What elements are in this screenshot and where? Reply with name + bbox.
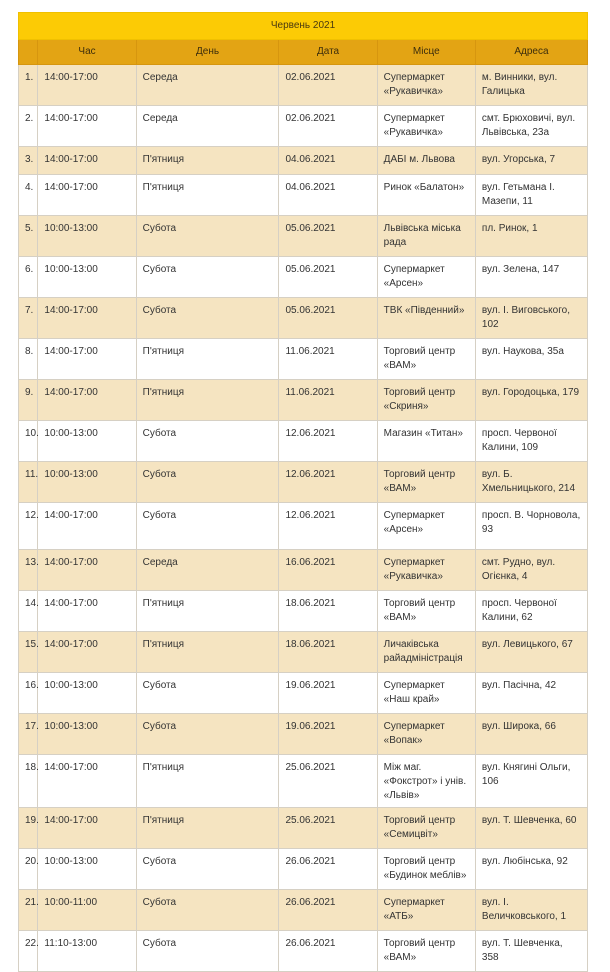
cell-time: 10:00-13:00 xyxy=(38,216,136,257)
cell-number: 9. xyxy=(19,380,38,421)
table-header-row xyxy=(19,40,588,65)
cell-place: Між маг. «Фокстрот» і унів. «Львів» xyxy=(377,755,475,808)
cell-day: Субота xyxy=(136,298,279,339)
cell-number: 22. xyxy=(19,931,38,972)
cell-date: 04.06.2021 xyxy=(279,147,377,175)
table-row xyxy=(19,714,588,755)
cell-place: Торговий центр «Скриня» xyxy=(377,380,475,421)
cell-time: 10:00-13:00 xyxy=(38,673,136,714)
table-row xyxy=(19,257,588,298)
header-time: Час xyxy=(38,40,136,65)
cell-place: Супермаркет «Наш край» xyxy=(377,673,475,714)
cell-date: 19.06.2021 xyxy=(279,714,377,755)
cell-number: 1. xyxy=(19,65,38,106)
table-row xyxy=(19,106,588,147)
cell-day: Субота xyxy=(136,673,279,714)
cell-number: 8. xyxy=(19,339,38,380)
table-row xyxy=(19,931,588,972)
cell-date: 11.06.2021 xyxy=(279,380,377,421)
table-title-row xyxy=(19,13,588,40)
cell-address: смт. Рудно, вул. Огієнка, 4 xyxy=(475,550,587,591)
cell-date: 25.06.2021 xyxy=(279,808,377,849)
cell-place: Личаківська райадміністрація xyxy=(377,632,475,673)
cell-address: просп. В. Чорновола, 93 xyxy=(475,503,587,550)
cell-number: 16. xyxy=(19,673,38,714)
cell-address: вул. Пасічна, 42 xyxy=(475,673,587,714)
table-row xyxy=(19,503,588,550)
cell-address: вул. Угорська, 7 xyxy=(475,147,587,175)
cell-date: 11.06.2021 xyxy=(279,339,377,380)
cell-day: Субота xyxy=(136,849,279,890)
cell-place: Торговий центр «ВАМ» xyxy=(377,462,475,503)
cell-time: 10:00-13:00 xyxy=(38,849,136,890)
table-row xyxy=(19,380,588,421)
cell-date: 16.06.2021 xyxy=(279,550,377,591)
cell-day: П'ятниця xyxy=(136,380,279,421)
cell-date: 19.06.2021 xyxy=(279,673,377,714)
cell-day: П'ятниця xyxy=(136,755,279,808)
cell-date: 04.06.2021 xyxy=(279,175,377,216)
cell-place: ДАБІ м. Львова xyxy=(377,147,475,175)
table-row xyxy=(19,849,588,890)
cell-time: 14:00-17:00 xyxy=(38,503,136,550)
table-row xyxy=(19,550,588,591)
cell-address: вул. Левицького, 67 xyxy=(475,632,587,673)
cell-address: вул. Зелена, 147 xyxy=(475,257,587,298)
header-place: Місце xyxy=(377,40,475,65)
cell-day: Субота xyxy=(136,421,279,462)
cell-address: вул. Т. Шевченка, 60 xyxy=(475,808,587,849)
cell-place: Магазин «Титан» xyxy=(377,421,475,462)
cell-day: П'ятниця xyxy=(136,175,279,216)
cell-number: 10. xyxy=(19,421,38,462)
cell-number: 14. xyxy=(19,591,38,632)
table-row xyxy=(19,673,588,714)
cell-date: 18.06.2021 xyxy=(279,632,377,673)
cell-time: 14:00-17:00 xyxy=(38,591,136,632)
cell-day: П'ятниця xyxy=(136,632,279,673)
cell-place: Супермаркет «Вопак» xyxy=(377,714,475,755)
cell-address: пл. Ринок, 1 xyxy=(475,216,587,257)
cell-date: 12.06.2021 xyxy=(279,421,377,462)
cell-place: Супермаркет «Рукавичка» xyxy=(377,65,475,106)
cell-address: вул. Княгині Ольги, 106 xyxy=(475,755,587,808)
table-row xyxy=(19,632,588,673)
cell-day: П'ятниця xyxy=(136,591,279,632)
header-number xyxy=(19,40,38,65)
cell-address: вул. Широка, 66 xyxy=(475,714,587,755)
cell-number: 4. xyxy=(19,175,38,216)
table-body xyxy=(19,65,588,972)
cell-place: Супермаркет «Рукавичка» xyxy=(377,106,475,147)
cell-place: Ринок «Балатон» xyxy=(377,175,475,216)
cell-time: 14:00-17:00 xyxy=(38,298,136,339)
table-title: Червень 2021 xyxy=(19,13,588,40)
cell-time: 14:00-17:00 xyxy=(38,65,136,106)
table-row xyxy=(19,216,588,257)
table-row xyxy=(19,339,588,380)
cell-date: 12.06.2021 xyxy=(279,462,377,503)
cell-number: 2. xyxy=(19,106,38,147)
table-row xyxy=(19,808,588,849)
table-row xyxy=(19,298,588,339)
cell-time: 14:00-17:00 xyxy=(38,339,136,380)
cell-place: Супермаркет «Рукавичка» xyxy=(377,550,475,591)
cell-place: Торговий центр «ВАМ» xyxy=(377,591,475,632)
cell-date: 26.06.2021 xyxy=(279,890,377,931)
cell-time: 14:00-17:00 xyxy=(38,755,136,808)
cell-number: 21. xyxy=(19,890,38,931)
cell-day: Субота xyxy=(136,462,279,503)
cell-number: 7. xyxy=(19,298,38,339)
cell-number: 13. xyxy=(19,550,38,591)
cell-day: Середа xyxy=(136,550,279,591)
cell-day: Середа xyxy=(136,65,279,106)
cell-number: 12. xyxy=(19,503,38,550)
cell-place: Супермаркет «Арсен» xyxy=(377,257,475,298)
cell-address: просп. Червоної Калини, 109 xyxy=(475,421,587,462)
cell-address: смт. Брюховичі, вул. Львівська, 23а xyxy=(475,106,587,147)
table-row xyxy=(19,147,588,175)
cell-time: 14:00-17:00 xyxy=(38,106,136,147)
cell-date: 26.06.2021 xyxy=(279,849,377,890)
cell-place: Торговий центр «ВАМ» xyxy=(377,339,475,380)
cell-day: П'ятниця xyxy=(136,808,279,849)
table-row xyxy=(19,591,588,632)
schedule-table xyxy=(18,12,588,972)
cell-date: 02.06.2021 xyxy=(279,106,377,147)
table-row xyxy=(19,65,588,106)
cell-address: вул. І. Величковського, 1 xyxy=(475,890,587,931)
cell-time: 14:00-17:00 xyxy=(38,550,136,591)
cell-address: вул. Любінська, 92 xyxy=(475,849,587,890)
cell-number: 18. xyxy=(19,755,38,808)
header-address: Адреса xyxy=(475,40,587,65)
cell-place: Торговий центр «Семицвіт» xyxy=(377,808,475,849)
cell-number: 11. xyxy=(19,462,38,503)
header-day: День xyxy=(136,40,279,65)
cell-date: 05.06.2021 xyxy=(279,216,377,257)
cell-date: 02.06.2021 xyxy=(279,65,377,106)
cell-day: П'ятниця xyxy=(136,147,279,175)
cell-date: 05.06.2021 xyxy=(279,257,377,298)
cell-time: 10:00-13:00 xyxy=(38,714,136,755)
cell-day: Субота xyxy=(136,890,279,931)
table-row xyxy=(19,755,588,808)
cell-date: 26.06.2021 xyxy=(279,931,377,972)
cell-time: 14:00-17:00 xyxy=(38,147,136,175)
cell-address: вул. Б. Хмельницького, 214 xyxy=(475,462,587,503)
cell-day: Субота xyxy=(136,931,279,972)
cell-day: Середа xyxy=(136,106,279,147)
cell-time: 10:00-13:00 xyxy=(38,257,136,298)
cell-number: 17. xyxy=(19,714,38,755)
cell-address: вул. Гетьмана І. Мазепи, 11 xyxy=(475,175,587,216)
header-date: Дата xyxy=(279,40,377,65)
cell-number: 6. xyxy=(19,257,38,298)
cell-place: Супермаркет «АТБ» xyxy=(377,890,475,931)
cell-place: ТВК «Південний» xyxy=(377,298,475,339)
cell-address: вул. Городоцька, 179 xyxy=(475,380,587,421)
cell-address: вул. І. Виговського, 102 xyxy=(475,298,587,339)
table-row xyxy=(19,890,588,931)
cell-date: 05.06.2021 xyxy=(279,298,377,339)
cell-address: вул. Т. Шевченка, 358 xyxy=(475,931,587,972)
cell-time: 11:10-13:00 xyxy=(38,931,136,972)
cell-time: 10:00-11:00 xyxy=(38,890,136,931)
cell-address: просп. Червоної Калини, 62 xyxy=(475,591,587,632)
cell-time: 14:00-17:00 xyxy=(38,380,136,421)
cell-number: 20. xyxy=(19,849,38,890)
cell-place: Супермаркет «Арсен» xyxy=(377,503,475,550)
cell-time: 10:00-13:00 xyxy=(38,421,136,462)
cell-day: П'ятниця xyxy=(136,339,279,380)
cell-number: 19. xyxy=(19,808,38,849)
cell-day: Субота xyxy=(136,257,279,298)
cell-date: 12.06.2021 xyxy=(279,503,377,550)
cell-number: 3. xyxy=(19,147,38,175)
table-row xyxy=(19,175,588,216)
cell-address: вул. Наукова, 35а xyxy=(475,339,587,380)
cell-time: 14:00-17:00 xyxy=(38,808,136,849)
cell-time: 10:00-13:00 xyxy=(38,462,136,503)
cell-day: Субота xyxy=(136,714,279,755)
cell-number: 15. xyxy=(19,632,38,673)
cell-date: 18.06.2021 xyxy=(279,591,377,632)
table-row xyxy=(19,462,588,503)
cell-day: Субота xyxy=(136,503,279,550)
cell-day: Субота xyxy=(136,216,279,257)
cell-date: 25.06.2021 xyxy=(279,755,377,808)
cell-number: 5. xyxy=(19,216,38,257)
cell-place: Львівська міська рада xyxy=(377,216,475,257)
cell-time: 14:00-17:00 xyxy=(38,175,136,216)
table-row xyxy=(19,421,588,462)
cell-place: Торговий центр «ВАМ» xyxy=(377,931,475,972)
cell-place: Торговий центр «Будинок меблів» xyxy=(377,849,475,890)
cell-address: м. Винники, вул. Галицька xyxy=(475,65,587,106)
cell-time: 14:00-17:00 xyxy=(38,632,136,673)
